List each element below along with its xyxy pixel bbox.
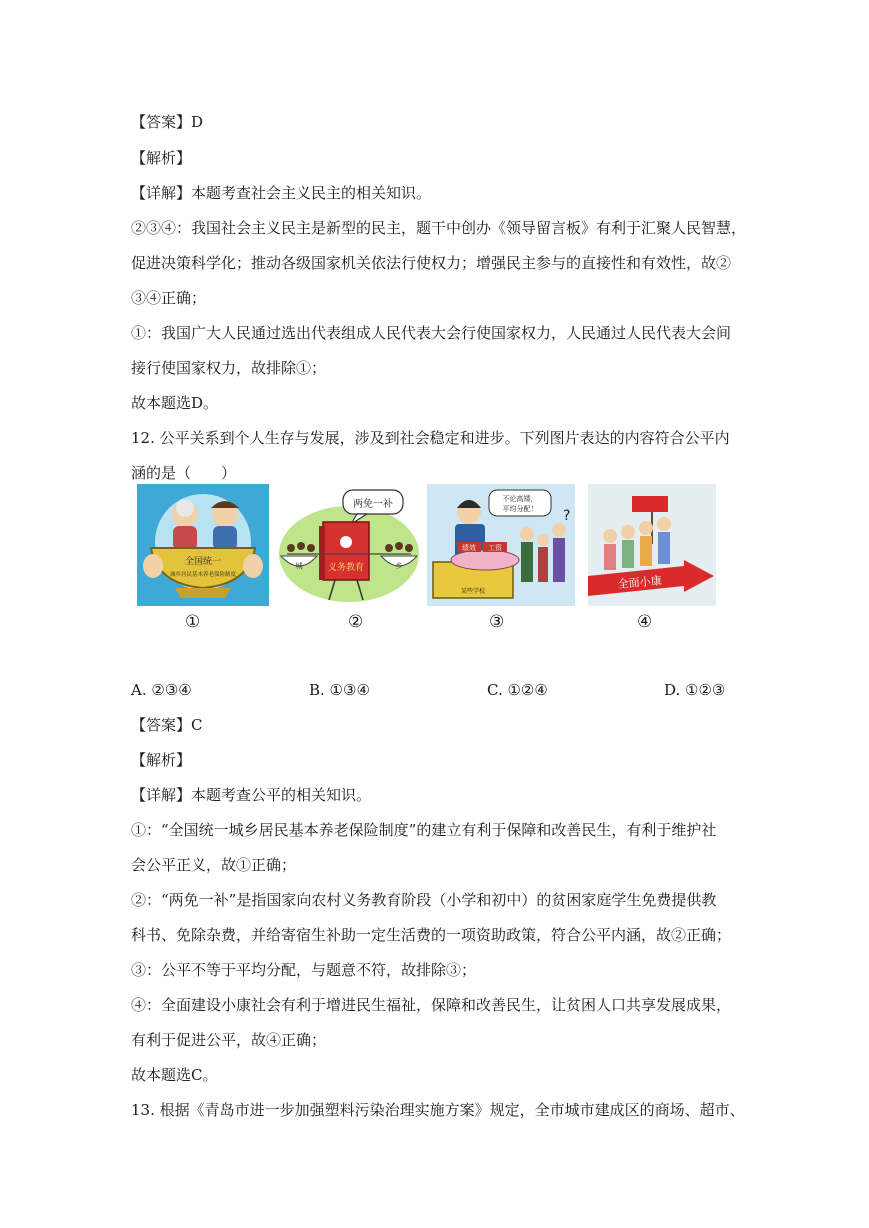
speech-bubble-line1: 不论高矮， — [502, 495, 538, 503]
q11-answer: 【答案】D — [131, 113, 204, 131]
q11-conclusion: 故本题选D。 — [131, 394, 219, 412]
option-d: D. ①②③ — [664, 681, 726, 699]
q12-explanation-line: 科书、免除杂费，并给寄宿生补助一定生活费的一项资助政策，符合公平内涵，故②正确； — [131, 926, 732, 944]
q11-explanation-line: 促进决策科学化；推动各级国家机关依法行使权力；增强民主参与的直接性和有效性，故② — [131, 254, 732, 272]
cake-label-performance: 绩效 — [462, 544, 476, 552]
cartoon-prosperity-image — [588, 484, 716, 606]
speech-bubble-line2: 平均分配！ — [502, 505, 538, 513]
q11-analysis-heading: 【解析】 — [131, 149, 192, 167]
cartoon-equal-pay-image — [427, 484, 575, 606]
q12-detail: 【详解】本题考查公平的相关知识。 — [131, 786, 372, 804]
q12-explanation-line: ④：全面建设小康社会有利于增进民生福祉，保障和改善民生，让贫困人口共享发展成果， — [131, 996, 732, 1014]
q11-explanation-line: ①：我国广大人民通过选出代表组成人民代表大会行使国家权力，人民通过人民代表大会间 — [131, 324, 732, 342]
image-caption: ④ — [637, 612, 653, 632]
q11-explanation-line: 接行使国家权力，故排除①； — [131, 359, 327, 377]
q13-stem: 13. 根据《青岛市进一步加强塑料污染治理实施方案》规定，全市城市建成区的商场、超市、 — [131, 1101, 745, 1119]
option-c: C. ①②④ — [487, 681, 548, 699]
option-a: A. ②③④ — [131, 681, 192, 699]
education-book-title: 义务教育 — [327, 563, 365, 573]
q12-explanation-line: 会公平正义，故①正确； — [131, 856, 297, 874]
q12-explanation-line: ②：“两免一补”是指国家向农村义务教育阶段（小学和初中）的贫困家庭学生免费提供教 — [131, 891, 717, 909]
q11-explanation-line: ③④正确； — [131, 289, 207, 307]
pension-bowl-subtitle: 城乡居民基本养老保险制度 — [169, 572, 237, 578]
image-caption: ③ — [489, 612, 505, 632]
q11-detail: 【详解】本题考查社会主义民主的相关知识。 — [131, 184, 432, 202]
q12-stem: 12. 公平关系到个人生存与发展，涉及到社会稳定和进步。下列图片表达的内容符合公平内 — [131, 429, 730, 447]
q12-conclusion: 故本题选C。 — [131, 1066, 218, 1084]
q12-explanation-line: 有利于促进公平，故④正确； — [131, 1031, 327, 1049]
image-caption: ② — [348, 612, 364, 632]
arrow-banner-text: 全面小康 — [617, 574, 663, 591]
option-b: B. ①③④ — [309, 681, 370, 699]
school-sign: 某些学校 — [460, 588, 486, 595]
cartoon-education-image — [277, 484, 421, 606]
pension-bowl-title: 全国统一 — [184, 557, 222, 567]
q12-explanation-line: ①：“全国统一城乡居民基本养老保险制度”的建立有利于保障和改善民生，有利于维护社 — [131, 821, 717, 839]
city-label: 城 — [295, 562, 303, 570]
q12-explanation-line: ③：公平不等于平均分配，与题意不符，故排除③； — [131, 961, 477, 979]
cartoon-pension-image — [137, 484, 269, 606]
q12-answer: 【答案】C — [131, 716, 203, 734]
speech-bubble-text: 两免一补 — [353, 499, 393, 510]
q12-analysis-heading: 【解析】 — [131, 751, 192, 769]
image-caption: ① — [185, 612, 201, 632]
q12-stem: 涵的是（ ） — [131, 464, 237, 482]
q11-explanation-line: ②③④：我国社会主义民主是新型的民主，题干中创办《领导留言板》有利于汇聚人民智慧， — [131, 219, 747, 237]
question-mark-icon: ? — [563, 508, 571, 524]
village-label: 乡 — [395, 562, 403, 570]
cake-label-salary: 工资 — [488, 544, 502, 552]
